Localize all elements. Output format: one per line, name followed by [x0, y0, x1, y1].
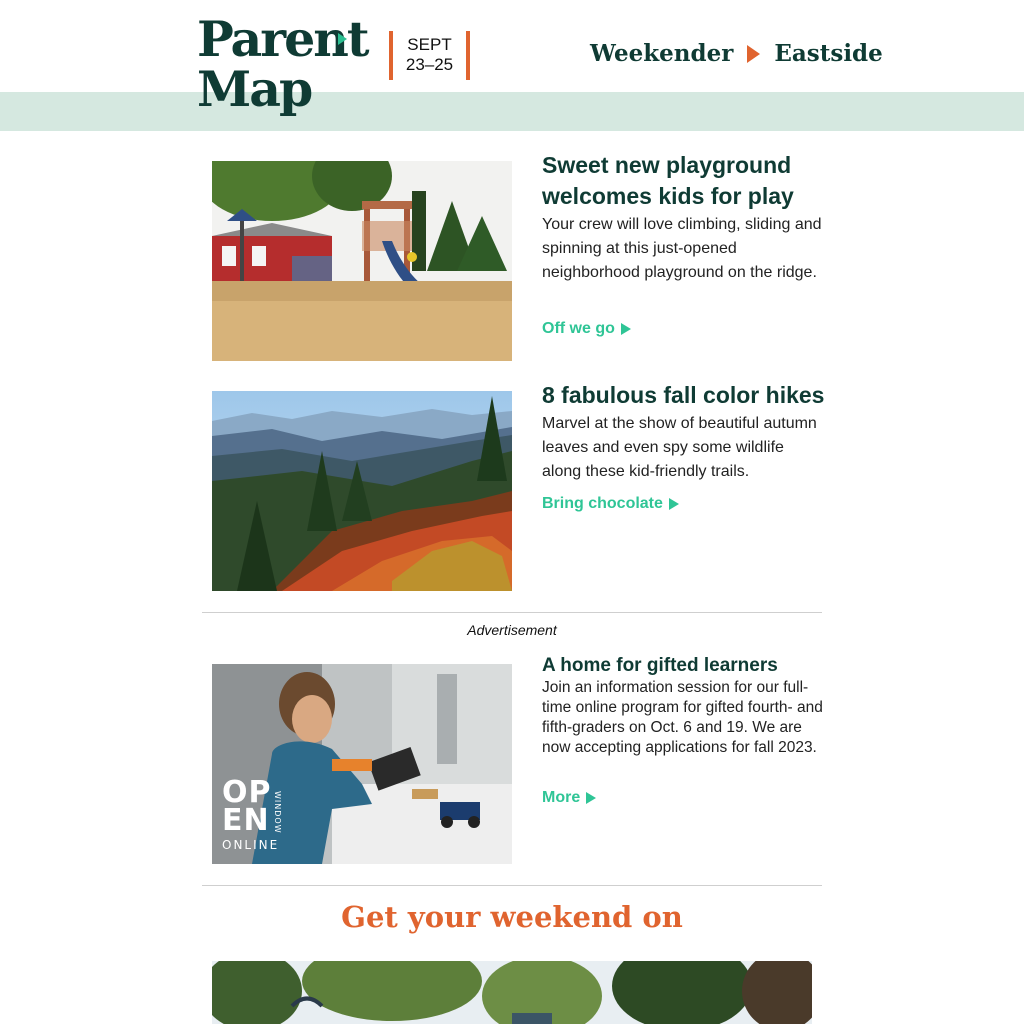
play-arrow-icon [669, 498, 679, 510]
off-we-go-link[interactable] [542, 320, 631, 338]
logo-text-map: Map [197, 60, 312, 118]
cta-label: Off we go [542, 320, 615, 337]
article-body: Your crew will love climbing, sliding and spinning at this just-opened neighborhood playground on the ridge. [542, 216, 822, 281]
more-link[interactable] [542, 789, 596, 807]
logo-text-window: WINDOW [273, 791, 282, 834]
logo-triangle-icon [338, 33, 347, 45]
article-body: Marvel at the show of beautiful autumn leaves and even spy some wildlife along these kid-friendly trails. [542, 415, 817, 480]
fall-hike-image[interactable] [212, 391, 512, 591]
logo-text-online: ONLINE [222, 838, 280, 852]
divider [202, 612, 822, 613]
cta-label: Bring chocolate [542, 495, 663, 512]
divider [202, 885, 822, 886]
date-range: 23–25 [405, 55, 454, 74]
date-badge [389, 31, 470, 80]
play-arrow-icon [586, 792, 596, 804]
cta-label: More [542, 789, 581, 806]
date-month: SEPT [407, 35, 452, 54]
article-title[interactable]: 8 fabulous fall color hikes [542, 382, 825, 408]
logo-text-en: EN [222, 803, 270, 838]
bring-chocolate-link[interactable] [542, 495, 679, 513]
section-title: Get your weekend on [341, 900, 683, 934]
breadcrumb [590, 38, 883, 70]
breadcrumb-weekender: Weekender [590, 40, 734, 67]
open-window-logo [222, 775, 302, 852]
header-band [0, 92, 1024, 131]
triangle-right-icon [747, 45, 760, 63]
article-playground [542, 150, 827, 350]
play-arrow-icon [621, 323, 631, 335]
logo-text-op: OP [222, 775, 272, 810]
weekend-feature-image[interactable] [212, 961, 812, 1024]
breadcrumb-eastside: Eastside [774, 40, 883, 67]
logo-text-parent: Parent [197, 10, 368, 68]
ad-body: Join an information session for our full-time online program for gifted fourth- and fifth-graders on Oct. 6 and 19. We are now accepting applications for fall 2023. [542, 679, 823, 756]
advertisement-label: Advertisement [467, 622, 557, 638]
open-window-ad-image[interactable] [212, 664, 512, 864]
ad-title[interactable]: A home for gifted learners [542, 655, 778, 676]
playground-image[interactable] [212, 161, 512, 361]
ad-gifted-learners [542, 654, 827, 814]
article-title[interactable]: Sweet new playground welcomes kids for play [542, 152, 794, 209]
parentmap-logo[interactable] [197, 10, 368, 118]
article-fall-hikes [542, 380, 827, 520]
